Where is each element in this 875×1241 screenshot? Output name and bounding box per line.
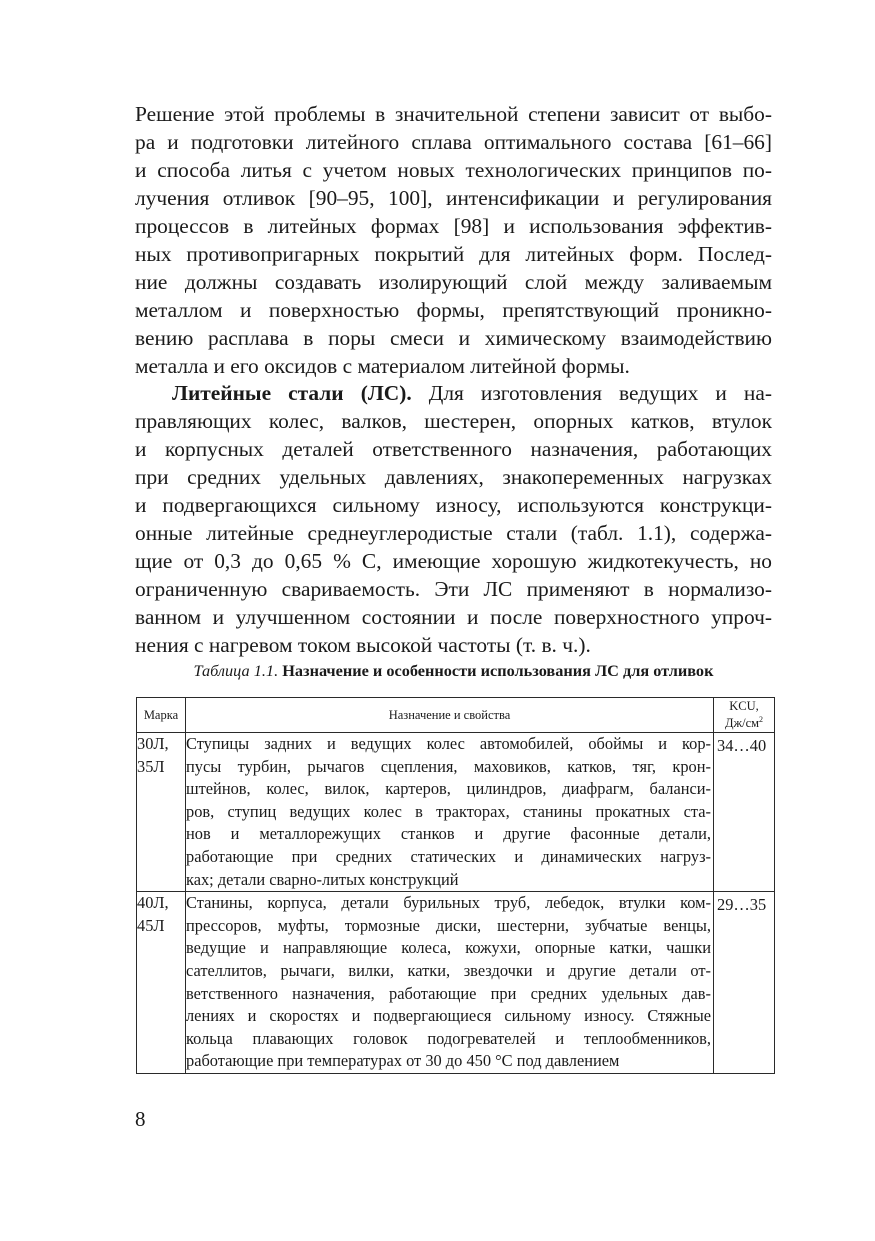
text-line: и корпусных деталей ответственного назначения, работающих [135,437,772,461]
text-line-rest: Для изготовления ведущих и на- [428,381,772,405]
steel-grades-table [136,697,775,1074]
purpose-line: Ступицы задних и ведущих колес автомобилей, обоймы и кор- [186,734,711,753]
purpose-line: ветственного назначения, работающие при средних удельных дав- [186,983,711,1003]
cell-grade [137,892,186,1074]
cell-grade [137,733,186,892]
text-line: ванном и улучшенном состоянии и после поверхностного упроч- [135,605,772,629]
purpose-line: работающие при температурах от 30 до 450 °С под давлением [186,1051,620,1071]
text-line: ных противопригарных покрытий для литейных форм. Послед- [135,242,772,266]
text-line: процессов в литейных формах [98] и использования эффектив- [135,214,772,238]
purpose-line: кольца плавающих головок подогревателей и теплообменников, [186,1028,711,1048]
text-line: ограниченную свариваемость. Эти ЛС применяют в нормализо- [135,577,772,601]
grade-line: 45Л [137,915,165,935]
table-header-row [137,698,775,733]
section-heading: Литейные стали (ЛС). [172,381,412,405]
header-grade: Марка [137,698,186,733]
table-caption-title: Назначение и особенности использования ЛС для отливок [282,661,714,680]
text-line: Решение этой проблемы в значительной степени зависит от выбо- [135,102,772,126]
text-line: нения с нагревом током высокой частоты (т. в. ч.). [135,633,591,657]
text-line: ние должны создавать изолирующий слой между заливаемым [135,270,772,294]
purpose-line: штейнов, колес, вилок, картеров, цилиндров, диафрагм, баланси- [186,779,711,799]
purpose-line: Станины, корпуса, детали бурильных труб, лебедок, втулки ком- [186,893,711,913]
table-row [137,892,775,1074]
text-line: и способа литья с учетом новых технологических принципов по- [135,158,772,182]
purpose-line: работающие при средних статических и динамических нагруз- [186,846,711,866]
cell-purpose [186,892,714,1074]
header-kcu-line1: KCU, [729,699,759,713]
page-number: 8 [135,1107,146,1131]
text-line: при средних удельных давлениях, знакопеременных нагрузках [135,465,772,489]
purpose-line: пусы турбин, рычагов сцепления, маховиков, катков, тяг, крон- [186,756,711,776]
table-caption-label: Таблица 1.1. [193,661,279,680]
grade-line: 35Л [137,756,165,776]
header-purpose: Назначение и свойства [186,698,714,733]
purpose-line: нов и металлорежущих станков и другие фасонные детали, [186,824,711,844]
text-line: металла и его оксидов с материалом литейной формы. [135,354,630,378]
purpose-line: ров, ступиц ведущих колес в тракторах, станины прокатных ста- [186,801,711,821]
grade-line: 40Л, [137,893,169,913]
table-row [137,733,775,892]
cell-kcu [714,733,775,892]
purpose-line: ведущие и направляющие колеса, кожухи, опорные катки, чашки [186,938,711,958]
header-kcu-unit: Дж/см [724,716,760,731]
text-line: лучения отливок [90–95, 100], интенсификации и регулирования [135,186,772,210]
cell-purpose [186,733,714,892]
text-line: онные литейные среднеуглеродистые стали (табл. 1.1), содержа- [135,521,772,545]
text-line: вению расплава в поры смеси и химическому взаимодействию [135,326,772,350]
cell-kcu [714,892,775,1074]
purpose-line: ках; детали сварно-литых конструкций [186,869,459,889]
text-line: металлом и поверхностью формы, препятствующий проникно- [135,298,772,322]
kcu-value: 34…40 [717,736,767,755]
purpose-line: прессоров, муфты, тормозные диски, шестерни, зубчатые венцы, [186,915,711,935]
header-kcu-sup: 2 [759,715,764,724]
header-kcu [714,698,775,733]
grade-line: 30Л, [137,734,169,753]
text-line: ра и подготовки литейного сплава оптимального состава [61–66] [135,130,772,154]
text-line: и подвергающихся сильному износу, используются конструкци- [135,493,772,517]
purpose-line: сателлитов, рычаги, вилки, катки, звездочки и другие детали от- [186,960,711,980]
table-caption [135,660,772,682]
kcu-value: 29…35 [717,895,767,915]
purpose-line: лениях и скоростях и подвергающиеся сильному износу. Стяжные [186,1006,711,1026]
text-line: щие от 0,3 до 0,65 % С, имеющие хорошую жидкотекучесть, но [135,549,772,573]
text-line-first [172,379,772,407]
text-line: правляющих колес, валков, шестерен, опорных катков, втулок [135,409,772,433]
